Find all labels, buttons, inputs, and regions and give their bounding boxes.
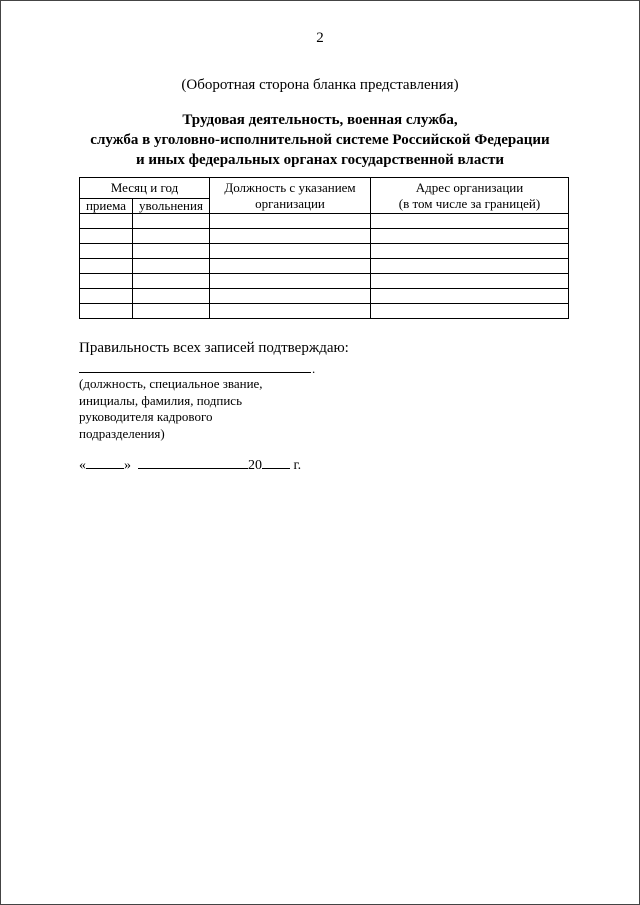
heading-line-3: и иных федеральных органах государственной власти — [135, 152, 505, 168]
page-number: 2 — [316, 30, 324, 46]
cell-dismiss[interactable] — [133, 259, 210, 274]
header-hire: приема — [80, 199, 133, 214]
header-month-year: Месяц и год — [80, 178, 210, 199]
caption-line-3: руководителя кадрового — [79, 409, 213, 424]
cell-address[interactable] — [371, 289, 569, 304]
cell-dismiss[interactable] — [133, 274, 210, 289]
signature-dot: . — [312, 361, 316, 376]
date-line — [79, 456, 301, 474]
cell-hire[interactable] — [80, 304, 133, 319]
caption-line-1: (должность, специальное звание, — [79, 376, 263, 391]
cell-hire[interactable] — [80, 214, 133, 229]
table-row — [80, 229, 569, 244]
table-row — [80, 259, 569, 274]
signature-caption — [79, 376, 263, 442]
table-row — [80, 274, 569, 289]
table-row — [80, 304, 569, 319]
table-body — [80, 214, 569, 319]
table-row — [80, 244, 569, 259]
year-suffix: г. — [293, 458, 302, 473]
caption-line-4: подразделения) — [79, 425, 165, 441]
year-prefix: 20 — [248, 458, 262, 473]
cell-dismiss[interactable] — [133, 289, 210, 304]
cell-dismiss[interactable] — [133, 229, 210, 244]
header-address-line-1: Адрес организации — [415, 180, 524, 195]
cell-address[interactable] — [371, 229, 569, 244]
header-dismiss: увольнения — [133, 199, 210, 214]
cell-position[interactable] — [210, 214, 371, 229]
cell-position[interactable] — [210, 289, 371, 304]
cell-hire[interactable] — [80, 274, 133, 289]
cell-hire[interactable] — [80, 289, 133, 304]
cell-position[interactable] — [210, 259, 371, 274]
month-blank[interactable] — [138, 456, 248, 469]
table-row — [80, 289, 569, 304]
caption-line-2: инициалы, фамилия, подпись — [79, 392, 243, 408]
day-blank[interactable] — [86, 456, 124, 469]
cell-dismiss[interactable] — [133, 244, 210, 259]
header-address — [371, 178, 569, 214]
year-blank[interactable] — [262, 456, 290, 469]
confirm-text: Правильность всех записей подтверждаю: — [79, 340, 349, 356]
cell-hire[interactable] — [80, 229, 133, 244]
cell-position[interactable] — [210, 229, 371, 244]
cell-dismiss[interactable] — [133, 304, 210, 319]
cell-address[interactable] — [371, 274, 569, 289]
cell-hire[interactable] — [80, 244, 133, 259]
cell-address[interactable] — [371, 304, 569, 319]
cell-hire[interactable] — [80, 259, 133, 274]
cell-position[interactable] — [210, 274, 371, 289]
close-quote: » — [124, 458, 131, 473]
cell-position[interactable] — [210, 244, 371, 259]
employment-table — [79, 177, 569, 319]
open-quote: « — [79, 458, 86, 473]
header-address-line-2: (в том числе за границей) — [398, 196, 541, 211]
header-position — [210, 178, 371, 214]
cell-address[interactable] — [371, 214, 569, 229]
cell-address[interactable] — [371, 259, 569, 274]
section-heading — [0, 110, 640, 170]
form-subtitle: (Оборотная сторона бланка представления) — [181, 77, 459, 93]
signature-line[interactable] — [79, 372, 311, 373]
cell-dismiss[interactable] — [133, 214, 210, 229]
heading-line-2: служба в уголовно-исполнительной системе Российской Федерации — [90, 132, 550, 148]
table-row — [80, 214, 569, 229]
header-position-line-1: Должность с указанием — [224, 180, 356, 195]
cell-position[interactable] — [210, 304, 371, 319]
header-position-line-2: организации — [255, 196, 325, 211]
heading-line-1: Трудовая деятельность, военная служба, — [182, 112, 458, 128]
cell-address[interactable] — [371, 244, 569, 259]
